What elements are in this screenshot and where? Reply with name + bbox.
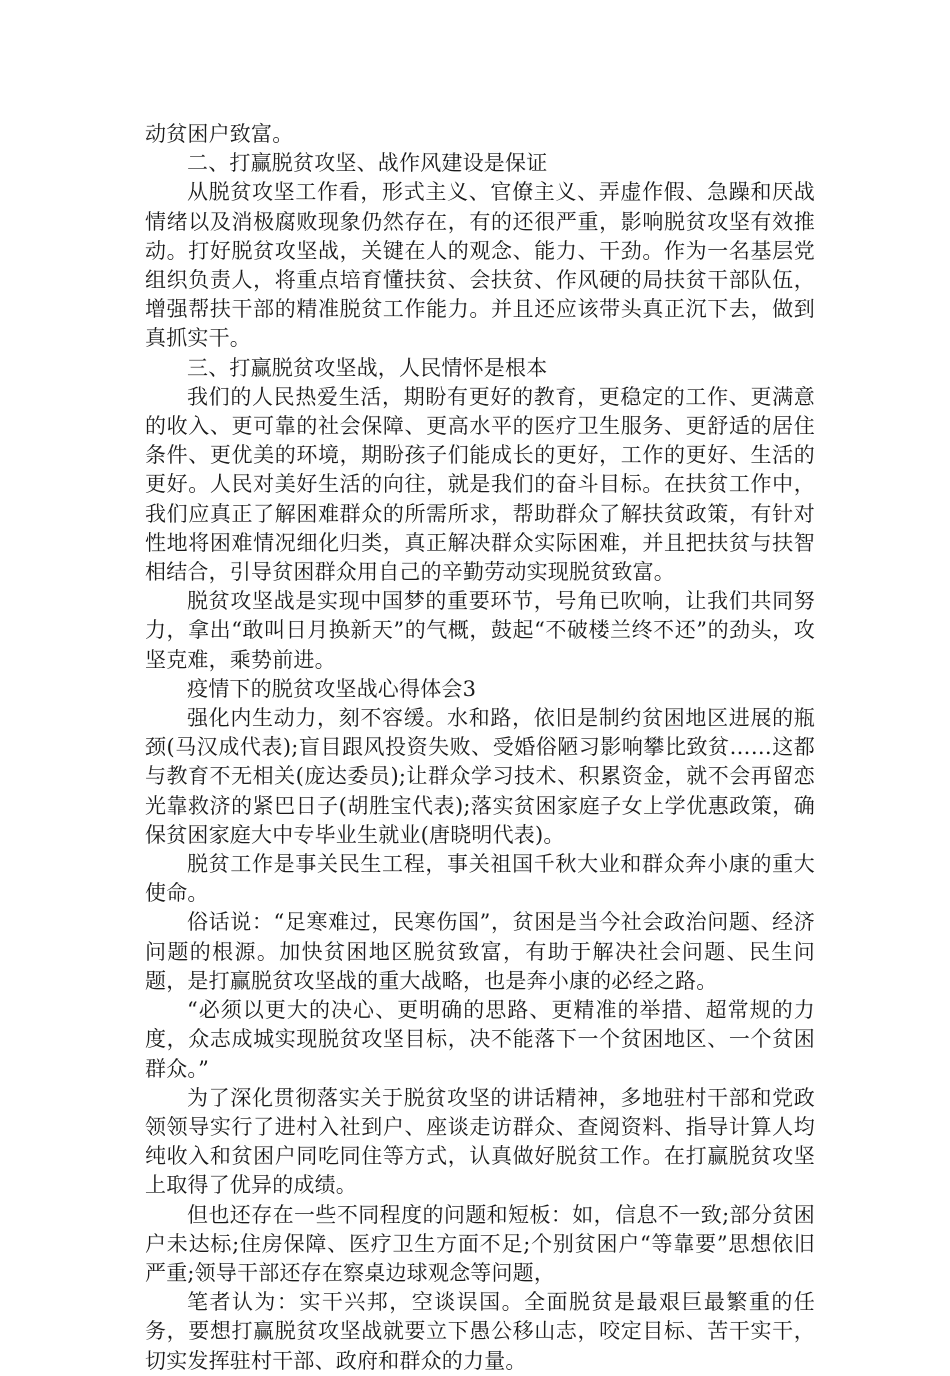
paragraph: 我们的人民热爱生活，期盼有更好的教育，更稳定的工作、更满意的收入、更可靠的社会保障、更高水平的医疗卫生服务、更舒适的居住条件、更优美的环境，期盼孩子们能成长的更好，工作的更好、生活的更好。人民对美好生活的向往，就是我们的奋斗目标。在扶贫工作中，我们应真正了解困难群众的所需所求，帮助群众了解扶贫政策，有针对性地将困难情况细化归类，真正解决群众实际困难，并且把扶贫与扶智相结合，引导贫困群众用自己的辛勤劳动实现脱贫致富。 <box>145 384 815 585</box>
paragraph: 从脱贫攻坚工作看，形式主义、官僚主义、弄虚作假、急躁和厌战情绪以及消极腐败现象仍然存在，有的还很严重，影响脱贫攻坚有效推动。打好脱贫攻坚战，关键在人的观念、能力、干劲。作为一名基层党组织负责人，将重点培育懂扶贫、会扶贫、作风硬的局扶贫干部队伍，增强帮扶干部的精准脱贫工作能力。并且还应该带头真正沉下去，做到真抓实干。 <box>145 180 815 351</box>
section-heading-2: 二、打赢脱贫攻坚、战作风建设是保证 <box>187 151 548 176</box>
paragraph: 脱贫攻坚战是实现中国梦的重要环节，号角已吹响，让我们共同努力，拿出“敢叫日月换新天”的气概，鼓起“不破楼兰终不还”的劲头，攻坚克难，乘势前进。 <box>145 589 815 672</box>
paragraph-continuation: 动贫困户致富。 <box>145 122 294 146</box>
article-title: 疫情下的脱贫攻坚战心得体会3 <box>187 676 477 701</box>
paragraph: 为了深化贯彻落实关于脱贫攻坚的讲话精神，多地驻村干部和党政领领导实行了进村入社到户、座谈走访群众、查阅资料、指导计算人均纯收入和贫困户同吃同住等方式，认真做好脱贫工作。在打赢脱贫攻坚上取得了优异的成绩。 <box>145 1085 815 1198</box>
paragraph: 笔者认为：实干兴邦，空谈误国。全面脱贫是最艰巨最繁重的任务，要想打赢脱贫攻坚战就要立下愚公移山志，咬定目标、苦干实干，切实发挥驻村干部、政府和群众的力量。 <box>145 1290 815 1373</box>
paragraph: 俗话说：“足寒难过，民寒伤国”，贫困是当今社会政治问题、经济问题的根源。加快贫困地区脱贫致富，有助于解决社会问题、民生问题，是打赢脱贫攻坚战的重大战略，也是奔小康的必经之路。 <box>145 910 815 993</box>
quote-paragraph: “必须以更大的决心、更明确的思路、更精准的举措、超常规的力度，众志成城实现脱贫攻坚目标，决不能落下一个贫困地区、一个贫困群众。” <box>145 998 815 1081</box>
paragraph: 脱贫工作是事关民生工程，事关祖国千秋大业和群众奔小康的重大使命。 <box>145 852 815 906</box>
document-page <box>145 120 815 1376</box>
section-heading-3: 三、打赢脱贫攻坚战，人民情怀是根本 <box>187 355 548 380</box>
paragraph: 但也还存在一些不同程度的问题和短板：如，信息不一致;部分贫困户未达标;住房保障、医疗卫生方面不足;个别贫困户“等靠要”思想依旧严重;领导干部还存在察桌边球观念等问题， <box>145 1202 815 1285</box>
paragraph: 强化内生动力，刻不容缓。水和路，依旧是制约贫困地区进展的瓶颈(马汉成代表);盲目跟风投资失败、受婚俗陋习影响攀比致贫……这都与教育不无相关(庞达委员);让群众学习技术、积累资金，就不会再留恋光靠救济的紧巴日子(胡胜宝代表);落实贫困家庭子女上学优惠政策，确保贫困家庭大中专毕业生就业(唐晓明代表)。 <box>145 706 815 847</box>
